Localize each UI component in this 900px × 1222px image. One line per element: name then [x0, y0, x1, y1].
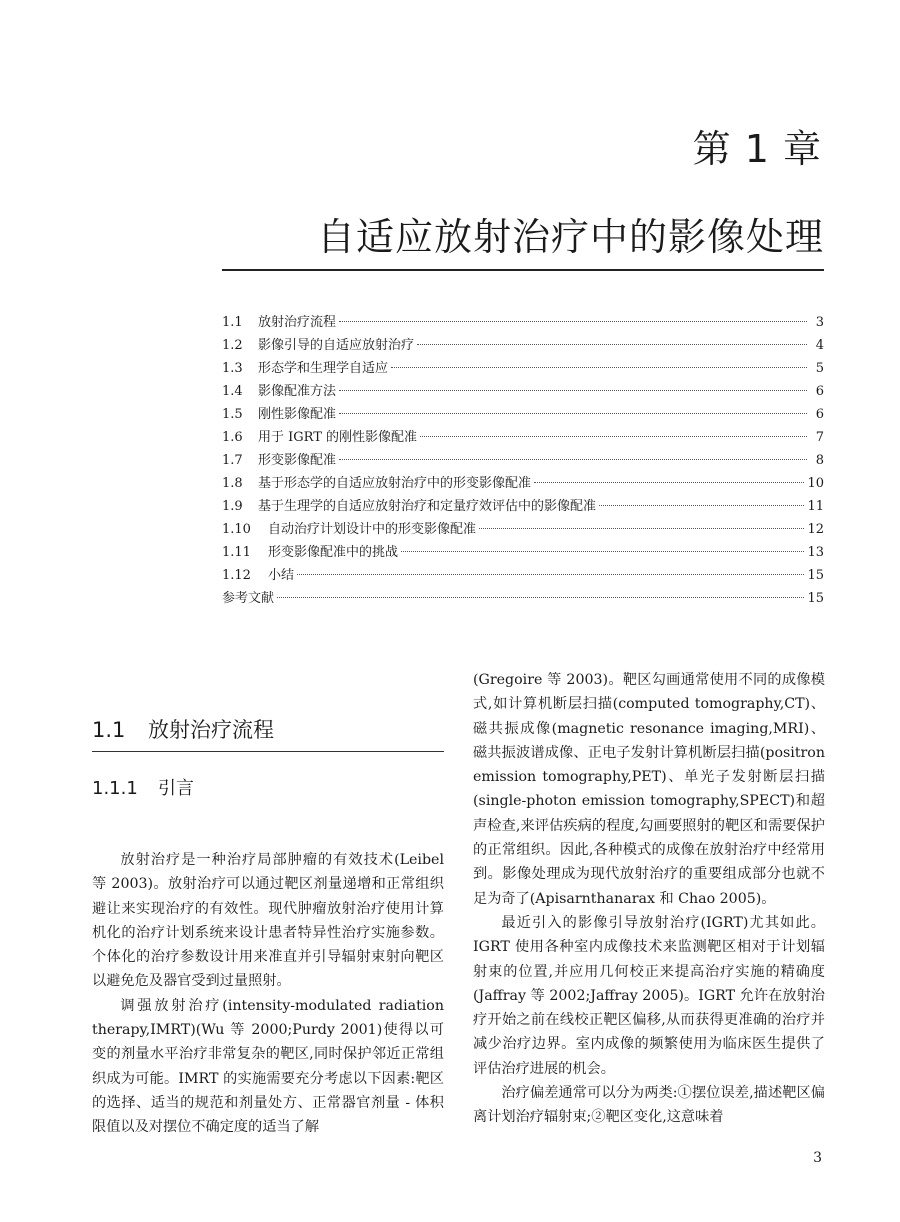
- toc-entry-number: 1.5: [222, 407, 243, 422]
- toc-entry-title: 自动治疗计划设计中的形变影像配准: [268, 522, 477, 537]
- toc-entry-page: 6: [815, 384, 824, 399]
- toc-entry-title: 放射治疗流程: [258, 315, 337, 330]
- toc-entry-page: 15: [807, 568, 824, 583]
- section-heading: [92, 714, 444, 752]
- toc-leader-dots: [417, 344, 807, 345]
- section-title: 放射治疗流程: [148, 718, 274, 742]
- toc-entry-title: 用于 IGRT 的刚性影像配准: [258, 430, 418, 445]
- right-column: [473, 668, 825, 1130]
- left-column: [92, 848, 444, 1140]
- toc-entry-title: 形态学和生理学自适应: [258, 361, 389, 376]
- toc-entry-page: 10: [807, 476, 824, 491]
- toc-entry-number: 1.11: [222, 545, 251, 560]
- table-of-contents: [222, 311, 824, 610]
- chapter-label: 第 1 章: [692, 127, 822, 171]
- toc-entry: [222, 357, 824, 380]
- toc-entry-number: 1.1: [222, 315, 243, 330]
- toc-entry-number: 1.6: [222, 430, 243, 445]
- toc-entry: [222, 495, 824, 518]
- toc-entry-number: 1.10: [222, 522, 251, 537]
- toc-entry: [222, 564, 824, 587]
- chapter-title: 自适应放射治疗中的影像处理: [316, 215, 824, 259]
- body-paragraph: 放射治疗是一种治疗局部肿瘤的有效技术(Leibel 等 2003)。放射治疗可以通过靶区剂量递增和正常组织避让来实现治疗的有效性。现代肿瘤放射治疗使用计算机化的治疗计划系统来设计患者特异性治疗实施参数。个体化的治疗参数设计用来准直并引导辐射束射向靶区以避免危及器官受到过量照射。: [92, 852, 444, 990]
- toc-entry-page: 3: [815, 315, 824, 330]
- toc-entry: [222, 518, 824, 541]
- toc-leader-dots: [420, 436, 807, 437]
- toc-entry-title: 刚性影像配准: [258, 407, 337, 422]
- toc-entry-title: 形变影像配准: [258, 453, 337, 468]
- toc-entry: [222, 334, 824, 357]
- toc-leader-dots: [339, 390, 807, 391]
- toc-entry-page: 7: [815, 430, 824, 445]
- toc-entry: [222, 311, 824, 334]
- toc-entry-number: 1.7: [222, 453, 243, 468]
- toc-entry-title: 影像引导的自适应放射治疗: [258, 338, 415, 353]
- page-number: 3: [813, 1150, 822, 1166]
- toc-entry-page: 8: [815, 453, 824, 468]
- toc-entry-title: 基于形态学的自适应放射治疗中的形变影像配准: [258, 476, 532, 491]
- toc-entry-page: 5: [815, 361, 824, 376]
- body-paragraph: 调强放射治疗(intensity-modulated radiation therapy,IMRT)(Wu 等 2000;Purdy 2001)使得以可变的剂量水平治疗非常复杂的靶区,同时保护邻近正常组织成为可能。IMRT 的实施需要充分考虑以下因素:靶区的选择、适当的规范和剂量处方、正常器官剂量 - 体积限值以及对摆位不确定度的适当了解: [92, 997, 444, 1136]
- title-rule: [222, 269, 824, 271]
- body-paragraph: (Gregoire 等 2003)。靶区勾画通常使用不同的成像模式,如计算机断层扫描(computed tomography,CT)、磁共振成像(magnetic resonance imaging,MRI)、磁共振波谱成像、正电子发射计算机断层扫描(positron emission tomography,PET)、单光子发射断层扫描(single-photon emission tomography,SPECT)和超声检查,来评估疾病的程度,勾画要照射的靶区和需要保护的正常组织。因此,各种模式的成像在放射治疗中经常用到。影像处理成为现代放射治疗的重要组成部分也就不足为奇了(Apisarnthanarax 和 Chao 2005)。: [473, 672, 825, 907]
- toc-entry-page: 4: [815, 338, 824, 353]
- toc-leader-dots: [297, 574, 804, 575]
- toc-entry-number: 1.8: [222, 476, 243, 491]
- toc-entry-page: 12: [807, 522, 824, 537]
- toc-entry-number: 1.3: [222, 361, 243, 376]
- toc-leader-dots: [339, 459, 807, 460]
- toc-entry-number: 1.2: [222, 338, 243, 353]
- toc-leader-dots: [534, 482, 804, 483]
- toc-entry-title: 影像配准方法: [258, 384, 337, 399]
- toc-entry-title: 基于生理学的自适应放射治疗和定量疗效评估中的影像配准: [258, 499, 597, 514]
- toc-entry-title: 小结: [268, 568, 295, 583]
- toc-entry-title: 参考文献: [222, 591, 275, 606]
- toc-entry-page: 13: [807, 545, 824, 560]
- toc-entry: [222, 541, 824, 564]
- toc-entry: [222, 403, 824, 426]
- toc-entry-number: 1.4: [222, 384, 243, 399]
- section-number: 1.1: [92, 718, 126, 742]
- toc-entry-number: 1.9: [222, 499, 243, 514]
- subsection-title: 引言: [158, 778, 194, 799]
- toc-entry: [222, 426, 824, 449]
- body-paragraph: 治疗偏差通常可以分为两类:①摆位误差,描述靶区偏离计划治疗辐射束;②靶区变化,这意味着: [473, 1085, 825, 1126]
- subsection-number: 1.1.1: [92, 778, 138, 799]
- toc-leader-dots: [391, 367, 807, 368]
- toc-leader-dots: [339, 413, 807, 414]
- toc-entry-page: 6: [815, 407, 824, 422]
- toc-entry-number: 1.12: [222, 568, 251, 583]
- body-paragraph: 最近引入的影像引导放射治疗(IGRT)尤其如此。IGRT 使用各种室内成像技术来监测靶区相对于计划辐射束的位置,并应用几何校正来提高治疗实施的精确度(Jaffray 等 2002;Jaffray 2005)。IGRT 允许在放射治疗开始之前在线校正靶区偏移,从而获得更准确的治疗并减少治疗边界。室内成像的频繁使用为临床医生提供了评估治疗进展的机会。: [473, 914, 825, 1077]
- toc-leader-dots: [479, 528, 804, 529]
- subsection-heading: [92, 774, 194, 800]
- toc-leader-dots: [599, 505, 804, 506]
- toc-entry: [222, 449, 824, 472]
- toc-entry: [222, 380, 824, 403]
- toc-entry-page: 11: [807, 499, 824, 514]
- toc-entry: [222, 472, 824, 495]
- toc-entry-title: 形变影像配准中的挑战: [268, 545, 399, 560]
- toc-leader-dots: [277, 597, 804, 598]
- toc-entry-page: 15: [807, 591, 824, 606]
- toc-leader-dots: [339, 321, 807, 322]
- toc-leader-dots: [401, 551, 804, 552]
- toc-entry: [222, 587, 824, 610]
